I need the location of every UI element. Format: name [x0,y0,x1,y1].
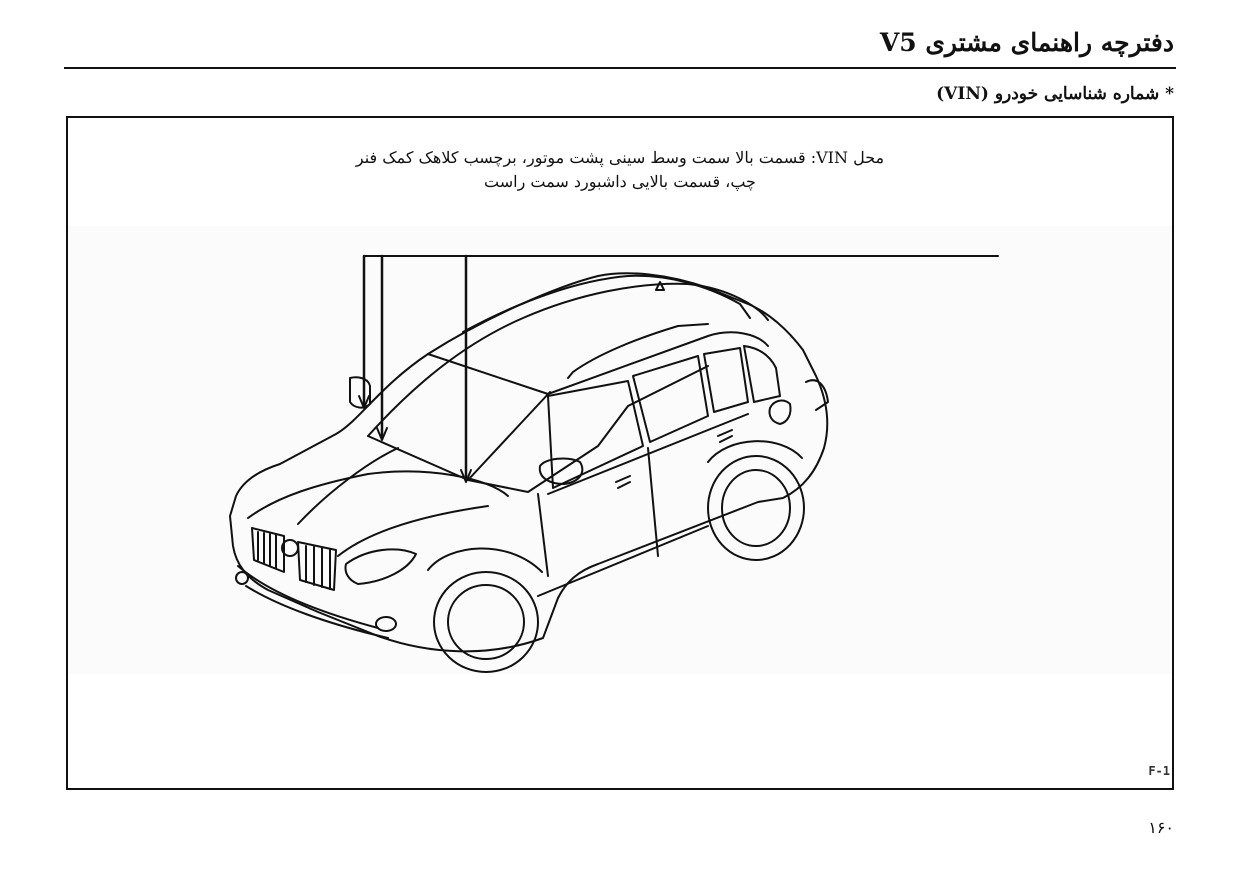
vin-leader-lines [359,256,998,482]
figure-illustration-area [68,226,1172,778]
figure-caption [68,146,1172,194]
caption-line-2: چپ، قسمت بالایی داشبورد سمت راست [484,172,756,191]
front-wheel [428,548,542,672]
figure-frame [66,116,1174,790]
car-illustration [68,226,1172,674]
header-rule [64,67,1176,69]
rear-wheel [708,441,804,560]
section-title: * شماره شناسایی خودرو (VIN) [936,84,1174,104]
figure-label: F-1 [1148,764,1170,778]
grille [252,528,336,590]
caption-line-1: محل VIN: قسمت بالا سمت وسط سینی پشت موتور، برچسب کلاهک کمک فنر [355,148,885,167]
page-header-title: دفترچه راهنمای مشتری V5 [879,28,1174,57]
page-number: ۱۶۰ [1148,818,1174,837]
